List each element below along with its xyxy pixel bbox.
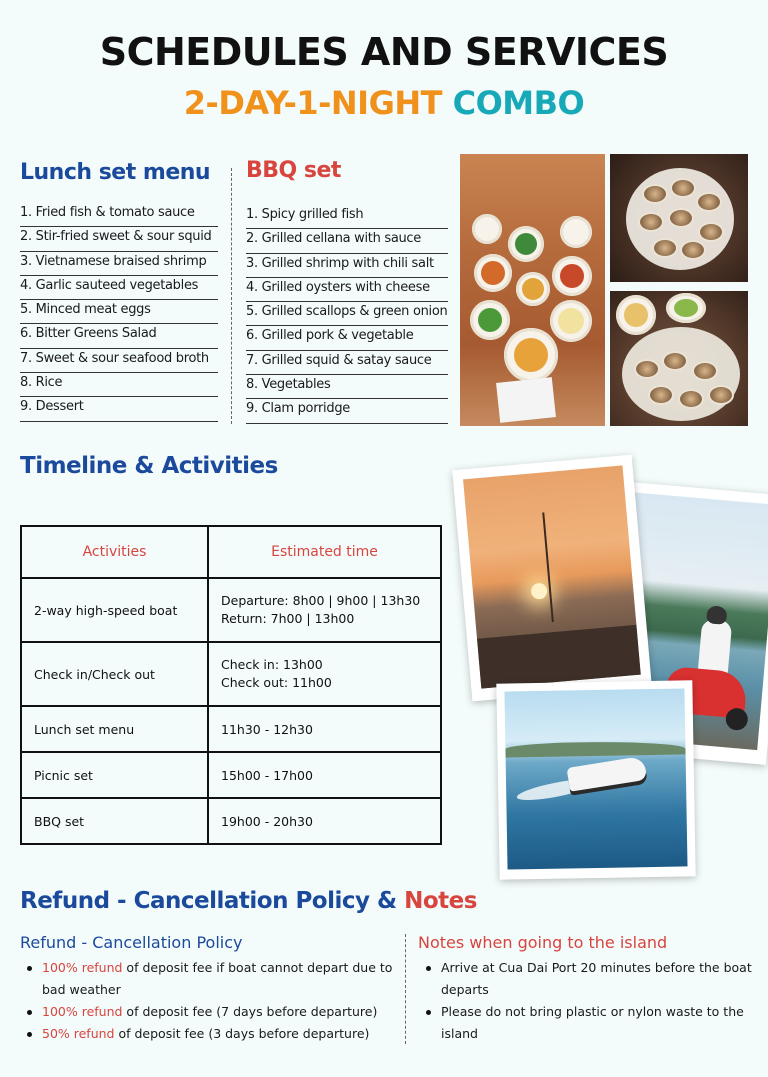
list-item: 3. Grilled shrimp with chili salt — [246, 254, 448, 278]
notes-list — [421, 957, 761, 1045]
subtitle-duration: 2-DAY-1-NIGHT — [183, 84, 442, 122]
lunch-menu-heading: Lunch set menu — [20, 160, 211, 185]
oyster-icon — [700, 224, 722, 240]
island-icon — [505, 740, 685, 757]
list-item: 6. Bitter Greens Salad — [20, 324, 218, 348]
dish-icon — [508, 226, 544, 262]
lamp-post-icon — [542, 512, 554, 622]
table-row — [21, 752, 441, 798]
menu-divider — [231, 168, 232, 424]
oyster-icon — [636, 361, 658, 377]
list-item — [22, 957, 400, 1001]
menu-card-icon — [496, 377, 556, 423]
time-cell: 15h00 - 17h00 — [208, 752, 441, 798]
subtitle-combo: COMBO — [452, 84, 585, 122]
activity-cell: Lunch set menu — [21, 706, 208, 752]
dish-icon — [666, 293, 706, 323]
dish-icon — [504, 328, 558, 382]
policy-heading-main: Refund - Cancellation Policy & — [20, 888, 397, 914]
list-item: 4. Garlic sauteed vegetables — [20, 276, 218, 300]
oyster-platter-photo — [610, 154, 748, 282]
refund-text: of deposit fee (7 days before departure) — [122, 1004, 378, 1019]
refund-subheading: Refund - Cancellation Policy — [20, 933, 243, 952]
policy-heading — [20, 888, 477, 914]
column-header-activities: Activities — [21, 526, 208, 578]
oyster-icon — [654, 240, 676, 256]
dish-icon — [472, 214, 502, 244]
lunch-menu-list — [20, 203, 218, 422]
helmet-icon — [706, 605, 727, 625]
policy-divider — [405, 934, 406, 1044]
lunch-table-photo — [460, 154, 605, 426]
column-header-time: Estimated time — [208, 526, 441, 578]
list-item: Arrive at Cua Dai Port 20 minutes before the boat departs — [421, 957, 761, 1001]
sun-icon — [530, 583, 547, 600]
refund-text: of deposit fee if boat cannot depart due to bad weather — [42, 960, 393, 997]
time-cell — [208, 578, 441, 642]
seafood-platter-photo — [610, 291, 748, 426]
activity-cell: Check in/Check out — [21, 642, 208, 706]
list-item: 7. Grilled squid & satay sauce — [246, 351, 448, 375]
bbq-menu-list — [246, 205, 448, 424]
oyster-icon — [698, 194, 720, 210]
time-line: Check out: 11h00 — [221, 675, 332, 690]
oyster-icon — [710, 387, 732, 403]
time-line: Check in: 13h00 — [221, 657, 323, 672]
policy-heading-notes: Notes — [404, 888, 477, 914]
refund-highlight: 100% refund — [42, 960, 123, 975]
table-header-row — [21, 526, 441, 578]
list-item: 5. Grilled scallops & green onion — [246, 302, 448, 326]
refund-text: of deposit fee (3 days before departure) — [114, 1026, 370, 1041]
list-item: 5. Minced meat eggs — [20, 300, 218, 324]
list-item: 1. Fried fish & tomato sauce — [20, 203, 218, 227]
list-item: 3. Vietnamese braised shrimp — [20, 252, 218, 276]
list-item: 8. Rice — [20, 373, 218, 397]
activity-cell: BBQ set — [21, 798, 208, 844]
dish-icon — [516, 272, 550, 306]
list-item: Please do not bring plastic or nylon waste to the island — [421, 1001, 761, 1045]
table-row — [21, 642, 441, 706]
list-item: 4. Grilled oysters with cheese — [246, 278, 448, 302]
list-item: 2. Stir-fried sweet & sour squid — [20, 227, 218, 251]
speedboat-icon — [566, 756, 647, 792]
dish-icon — [552, 256, 592, 296]
oyster-icon — [694, 363, 716, 379]
oyster-icon — [682, 242, 704, 258]
page-title: SCHEDULES AND SERVICES — [99, 30, 669, 74]
time-line: Departure: 8h00 | 9h00 | 13h30 — [221, 593, 421, 608]
timeline-table — [20, 525, 442, 845]
dish-icon — [616, 295, 656, 335]
oyster-icon — [680, 391, 702, 407]
dish-icon — [560, 216, 592, 248]
list-item: 7. Sweet & sour seafood broth — [20, 349, 218, 373]
time-cell: 19h00 - 20h30 — [208, 798, 441, 844]
oyster-icon — [664, 353, 686, 369]
wheel-icon — [725, 707, 749, 731]
speedboat-photo — [496, 680, 695, 879]
time-cell — [208, 642, 441, 706]
timeline-heading: Timeline & Activities — [20, 453, 278, 479]
oyster-icon — [670, 210, 692, 226]
table-row — [21, 578, 441, 642]
list-item: 1. Spicy grilled fish — [246, 205, 448, 229]
list-item — [22, 1001, 400, 1023]
dish-icon — [550, 300, 592, 342]
refund-highlight: 50% refund — [42, 1026, 115, 1041]
list-item: 2. Grilled cellana with sauce — [246, 229, 448, 253]
bbq-menu-heading: BBQ set — [246, 158, 341, 183]
activity-cell: 2-way high-speed boat — [21, 578, 208, 642]
list-item: 9. Clam porridge — [246, 399, 448, 423]
list-item: 8. Vegetables — [246, 375, 448, 399]
oyster-icon — [650, 387, 672, 403]
dish-icon — [474, 254, 512, 292]
oyster-icon — [640, 214, 662, 230]
list-item: 9. Dessert — [20, 397, 218, 421]
table-row — [21, 706, 441, 752]
notes-subheading: Notes when going to the island — [418, 933, 668, 952]
activity-cell: Picnic set — [21, 752, 208, 798]
page-subtitle — [0, 84, 768, 122]
dish-icon — [470, 300, 510, 340]
list-item — [22, 1023, 400, 1045]
table-row — [21, 798, 441, 844]
time-line: Return: 7h00 | 13h00 — [221, 611, 355, 626]
pier-icon — [477, 625, 641, 689]
list-item: 6. Grilled pork & vegetable — [246, 326, 448, 350]
oyster-icon — [644, 186, 666, 202]
refund-list — [22, 957, 400, 1045]
sunset-pier-photo — [452, 455, 652, 702]
refund-highlight: 100% refund — [42, 1004, 123, 1019]
time-cell: 11h30 - 12h30 — [208, 706, 441, 752]
oyster-icon — [672, 180, 694, 196]
